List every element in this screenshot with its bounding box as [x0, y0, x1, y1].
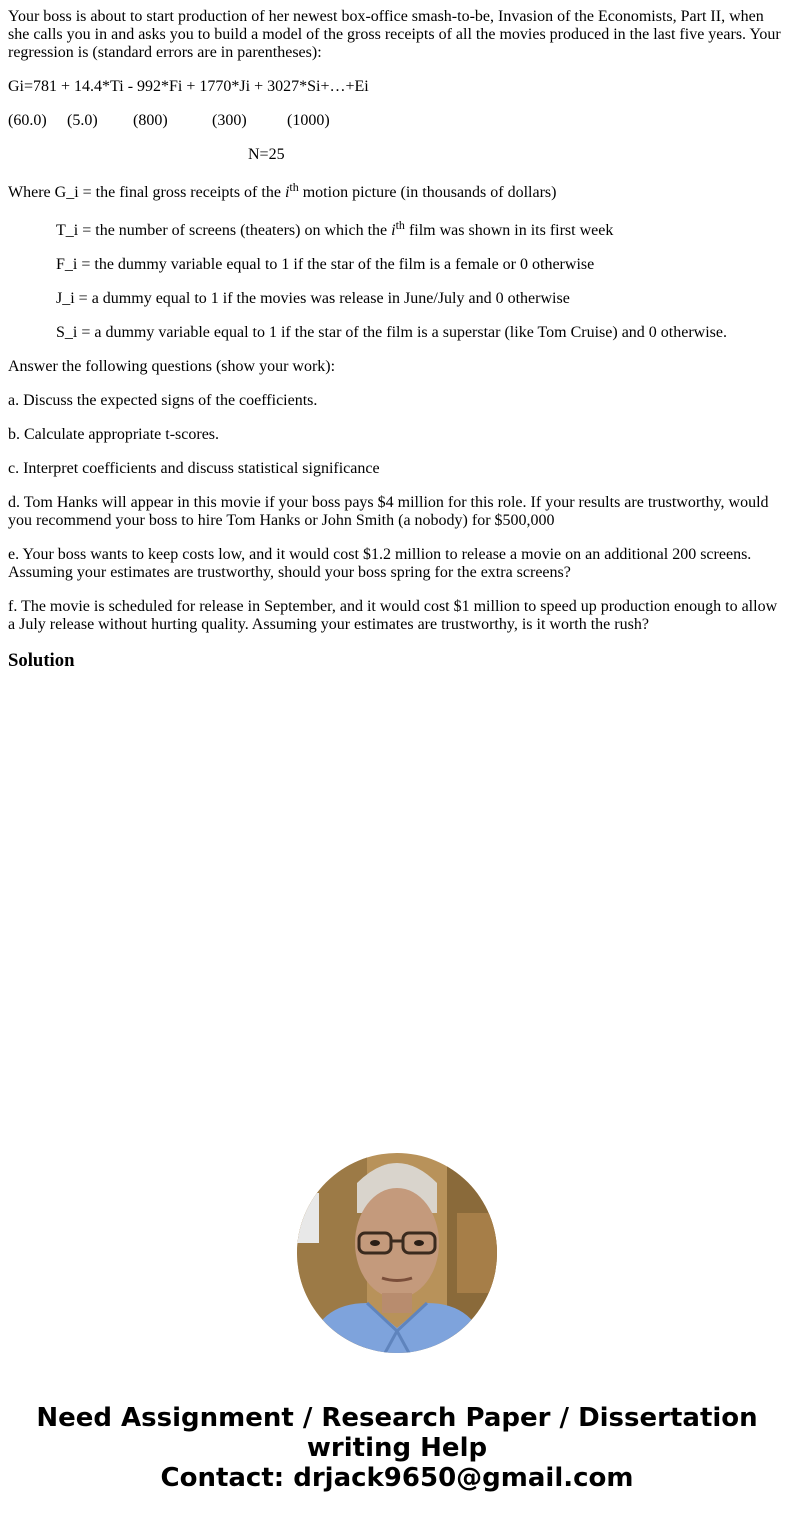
definition-s: S_i = a dummy variable equal to 1 if the star of the film is a superstar (like Tom Cruise) and 0 otherwise. — [56, 324, 728, 341]
footer-line-1: Need Assignment / Research Paper / Dissertation — [36, 1403, 758, 1433]
std-error-j: (300) — [212, 112, 247, 129]
author-photo-illustration — [297, 1153, 497, 1353]
problem-content — [8, 8, 786, 672]
std-error-intercept: (60.0) — [8, 112, 47, 129]
std-error-s: (1000) — [287, 112, 330, 129]
std-error-t: (5.0) — [67, 112, 98, 129]
sample-size: N=25 — [248, 146, 285, 163]
question-e: e. Your boss wants to keep costs low, and it would cost $1.2 million to release a movie on an additional 200 screens. Assuming your estimates are trustworthy, should your boss spring for the extra screens? — [8, 546, 752, 581]
help-footer — [0, 1403, 794, 1493]
footer-line-2: writing Help — [306, 1433, 488, 1463]
regression-equation: Gi=781 + 14.4*Ti - 992*Fi + 1770*Ji + 3027*Si+…+Ei — [8, 78, 369, 95]
question-d: d. Tom Hanks will appear in this movie if your boss pays $4 million for this role. If your results are trustworthy, would you recommend your boss to hire Tom Hanks or John Smith (a nobody) for $500,000 — [8, 494, 769, 529]
question-c: c. Interpret coefficients and discuss statistical significance — [8, 460, 380, 477]
question-b: b. Calculate appropriate t-scores. — [8, 426, 220, 443]
instructions: Answer the following questions (show your work): — [8, 358, 336, 375]
definition-t: T_i = the number of screens (theaters) on which the $i^{th}$ film was shown in its first week — [56, 218, 614, 239]
solution-heading: Solution — [8, 650, 75, 671]
question-a: a. Discuss the expected signs of the coefficients. — [8, 392, 318, 409]
author-avatar — [297, 1153, 497, 1353]
standard-errors-row — [8, 112, 786, 130]
problem-intro: Your boss is about to start production of her newest box-office smash-to-be, Invasion of the Economists, Part II, when she calls you in and asks you to build a model of the gross receipts of all the movies produced in the last five years. Your regression is (standard errors are in parentheses): — [8, 8, 781, 61]
footer-contact: Contact: drjack9650@gmail.com — [160, 1463, 634, 1493]
definition-j: J_i = a dummy equal to 1 if the movies was release in June/July and 0 otherwise — [56, 290, 570, 307]
std-error-f: (800) — [133, 112, 168, 129]
definition-g: Where G_i = the final gross receipts of the $i^{th}$ motion picture (in thousands of dollars) — [8, 180, 557, 201]
definition-f: F_i = the dummy variable equal to 1 if the star of the film is a female or 0 otherwise — [56, 256, 595, 273]
question-f: f. The movie is scheduled for release in September, and it would cost $1 million to speed up production enough to allow a July release without hurting quality. Assuming your estimates are trustworthy, is it worth the rush? — [8, 598, 778, 633]
